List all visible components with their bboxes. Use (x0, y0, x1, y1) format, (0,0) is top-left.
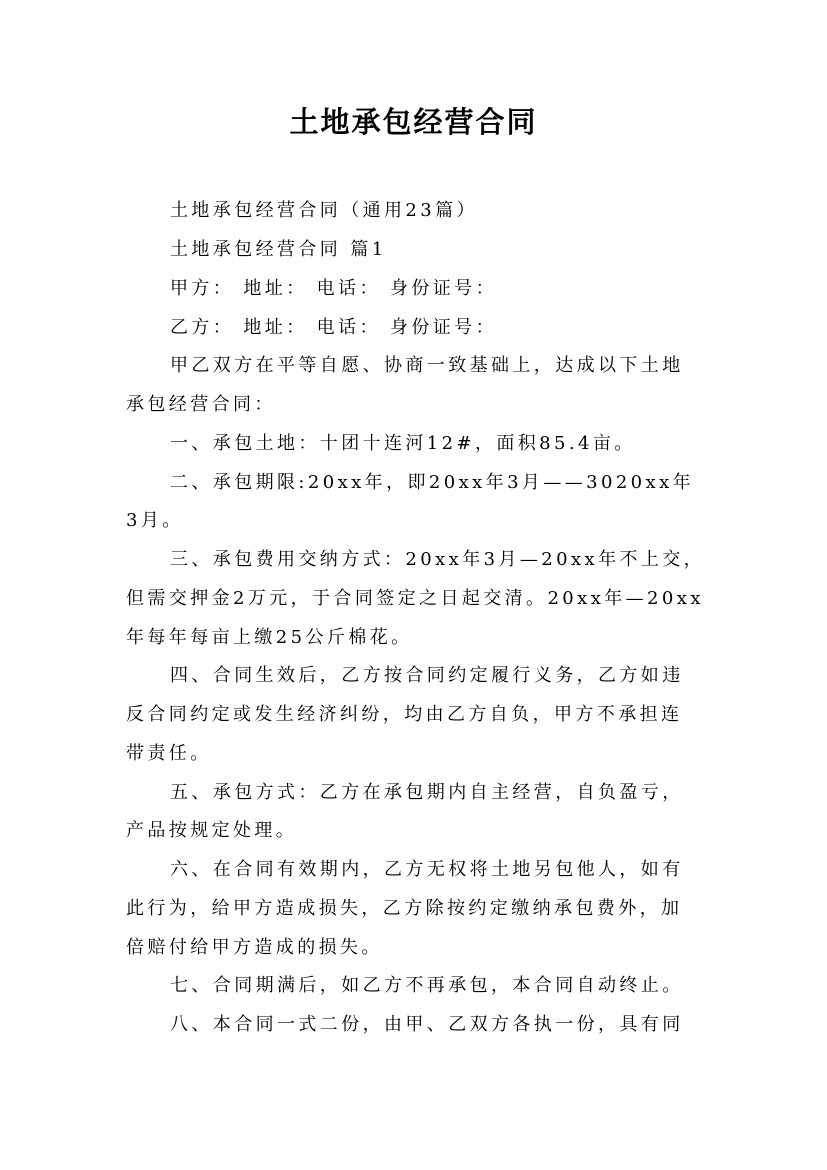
doc-line: 二、承包期限:20xx年，即20xx年3月——3020xx年 (170, 472, 695, 493)
doc-line: 三、承包费用交纳方式：20xx年3月—20xx年不上交， (170, 549, 706, 570)
doc-line: 四、合同生效后，乙方按合同约定履行义务，乙方如违 (170, 665, 684, 686)
doc-line: 反合同约定或发生经济纠纷，均由乙方自负，甲方不承担连 (126, 704, 683, 725)
doc-line: 但需交押金2万元，于合同签定之日起交清。20xx年—20xx (126, 588, 704, 609)
doc-line: 七、合同期满后，如乙方不再承包，本合同自动终止。 (170, 975, 684, 996)
doc-line: 六、在合同有效期内，乙方无权将土地另包他人，如有 (170, 859, 684, 880)
doc-line: 土地承包经营合同（通用23篇） (170, 200, 478, 221)
doc-line: 一、承包土地：十团十连河12#，面积85.4亩。 (170, 433, 636, 454)
doc-line: 甲乙双方在平等自愿、协商一致基础上，达成以下土地 (170, 355, 684, 376)
doc-line: 承包经营合同： (126, 394, 276, 415)
doc-line: 八、本合同一式二份，由甲、乙双方各执一份，具有同 (170, 1014, 684, 1035)
doc-line: 产品按规定处理。 (126, 820, 298, 841)
doc-line: 3月。 (126, 510, 184, 531)
doc-line: 带责任。 (126, 743, 212, 764)
doc-line: 五、承包方式：乙方在承包期内自主经营，自负盈亏， (170, 782, 684, 803)
doc-line: 土地承包经营合同 篇1 (170, 239, 387, 260)
doc-line: 甲方： 地址： 电话： 身份证号： (170, 278, 497, 299)
doc-line: 年每年每亩上缴25公斤棉花。 (126, 627, 413, 648)
doc-line: 乙方： 地址： 电话： 身份证号： (170, 317, 497, 338)
document-title: 土地承包经营合同 (289, 105, 538, 139)
doc-line: 此行为，给甲方造成损失，乙方除按约定缴纳承包费外，加 (126, 898, 683, 919)
doc-line: 倍赔付给甲方造成的损失。 (126, 937, 383, 958)
